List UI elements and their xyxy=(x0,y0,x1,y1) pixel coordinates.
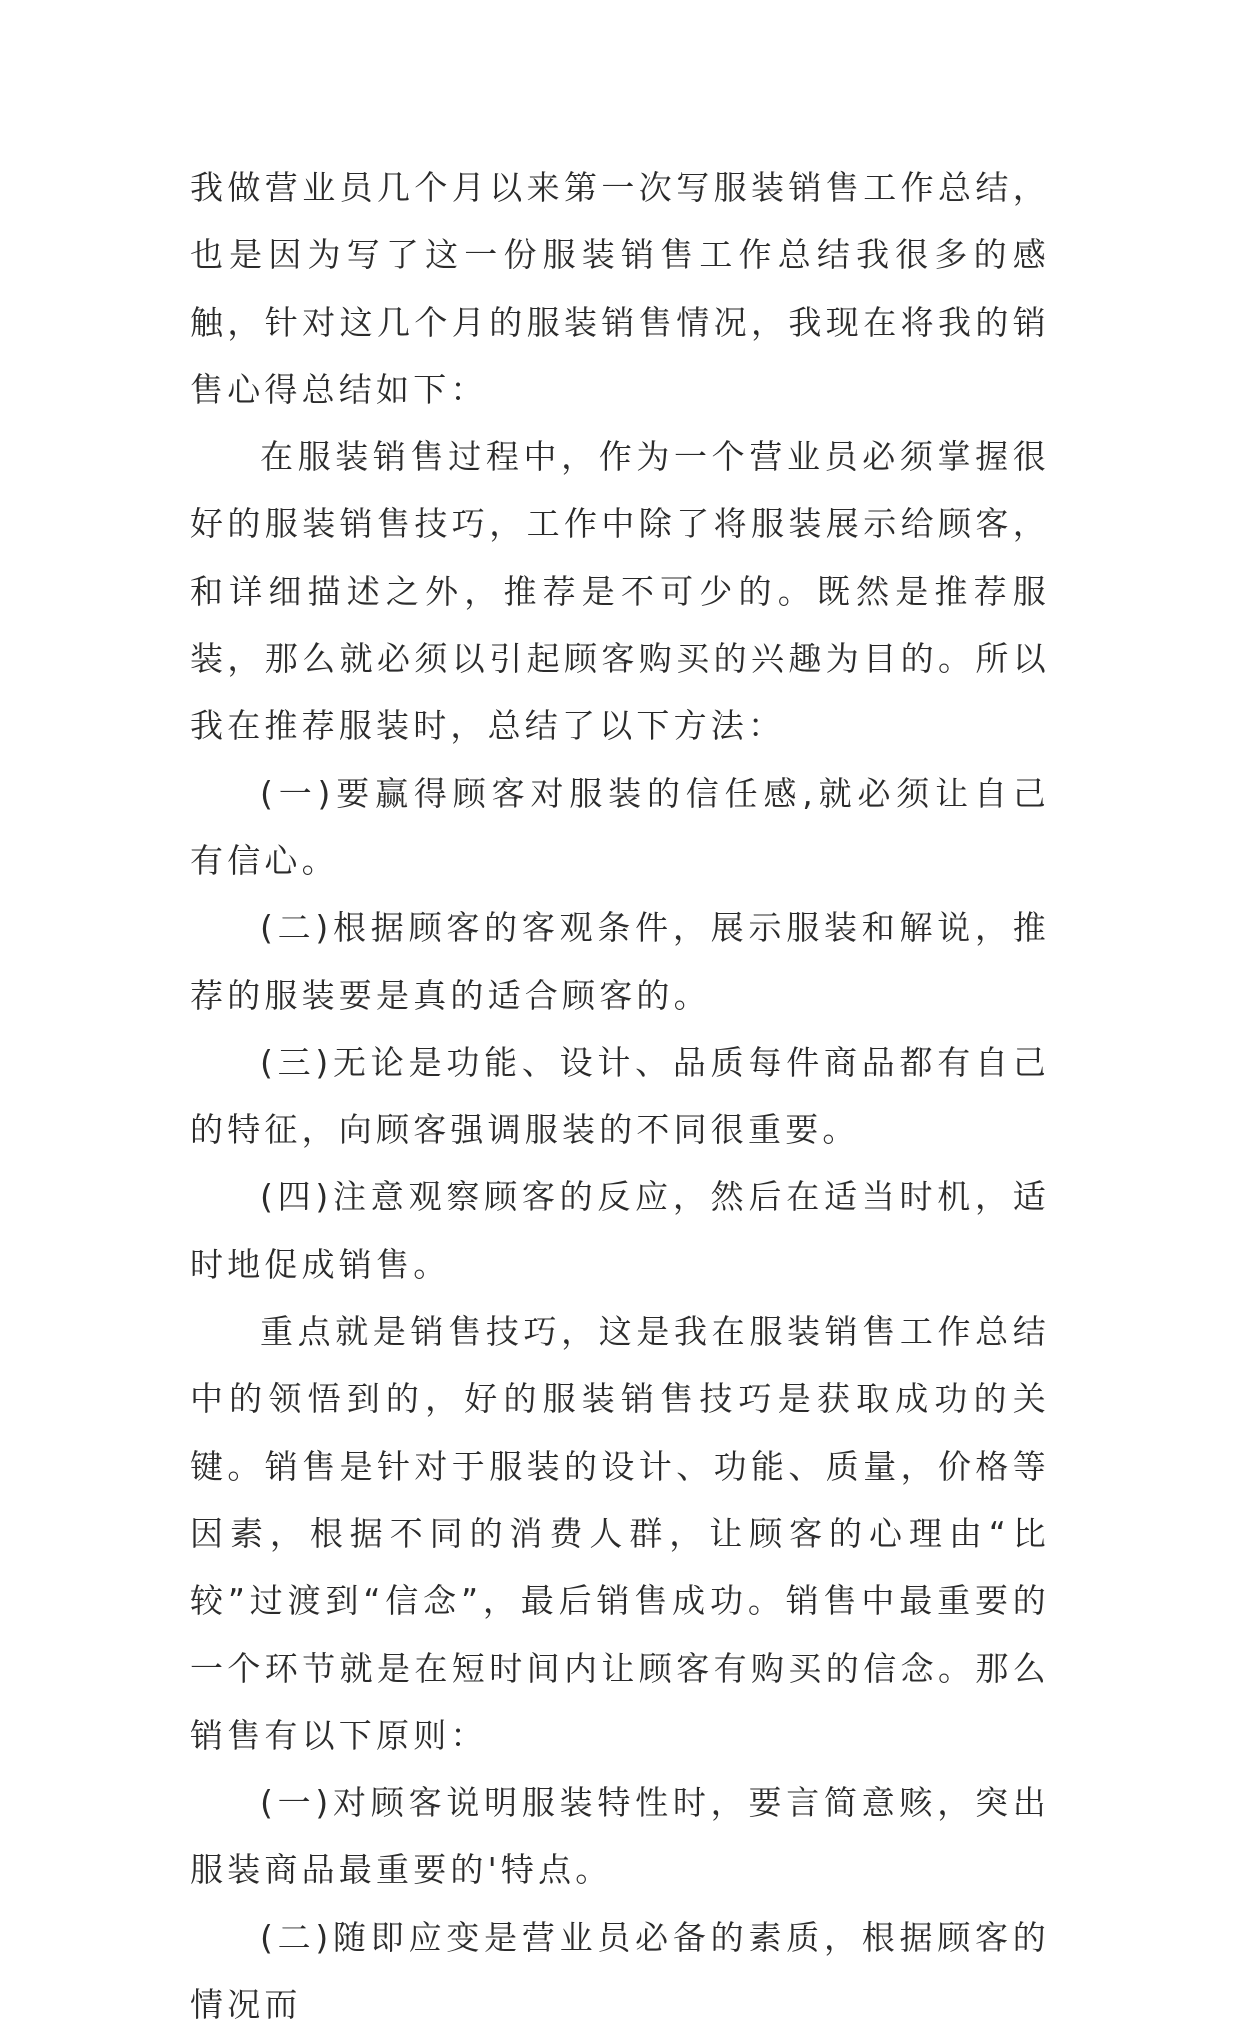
paragraph-intro: 我做营业员几个月以来第一次写服装销售工作总结，也是因为写了这一份服装销售工作总结我很多的感触，针对这几个月的服装销售情况，我现在将我的销售心得总结如下： xyxy=(190,168,1050,409)
list-item-method-3: (三)无论是功能、设计、品质每件商品都有自己的特征，向顾客强调服装的不同很重要。 xyxy=(190,1042,1050,1150)
paragraph-recommend-methods: 在服装销售过程中，作为一个营业员必须掌握很好的服装销售技巧，工作中除了将服装展示给顾客，和详细描述之外，推荐是不可少的。既然是推荐服装，那么就必须以引起顾客购买的兴趣为目的。所以我在推荐服装时，总结了以下方法： xyxy=(190,437,1050,746)
document-body xyxy=(190,154,1050,2038)
list-item-method-2: (二)根据顾客的客观条件，展示服装和解说，推荐的服装要是真的适合顾客的。 xyxy=(190,908,1050,1015)
list-item-principle-1: (一)对顾客说明服装特性时，要言简意赅，突出服装商品最重要的'特点。 xyxy=(190,1783,1050,1890)
list-item-method-4: (四)注意观察顾客的反应，然后在适当时机，适时地促成销售。 xyxy=(190,1177,1050,1284)
list-item-principle-2: (二)随即应变是营业员必备的素质，根据顾客的情况而 xyxy=(190,1917,1050,2025)
paragraph-sales-skills: 重点就是销售技巧，这是我在服装销售工作总结中的领悟到的，好的服装销售技巧是获取成功的关键。销售是针对于服装的设计、功能、质量，价格等因素，根据不同的消费人群，让顾客的心理由“比较”过渡到“信念”，最后销售成功。销售中最重要的一个环节就是在短时间内让顾客有购买的信念。那么销售有以下原则： xyxy=(190,1312,1050,1755)
list-item-method-1: (一)要赢得顾客对服装的信任感,就必须让自己有信心。 xyxy=(190,773,1050,880)
